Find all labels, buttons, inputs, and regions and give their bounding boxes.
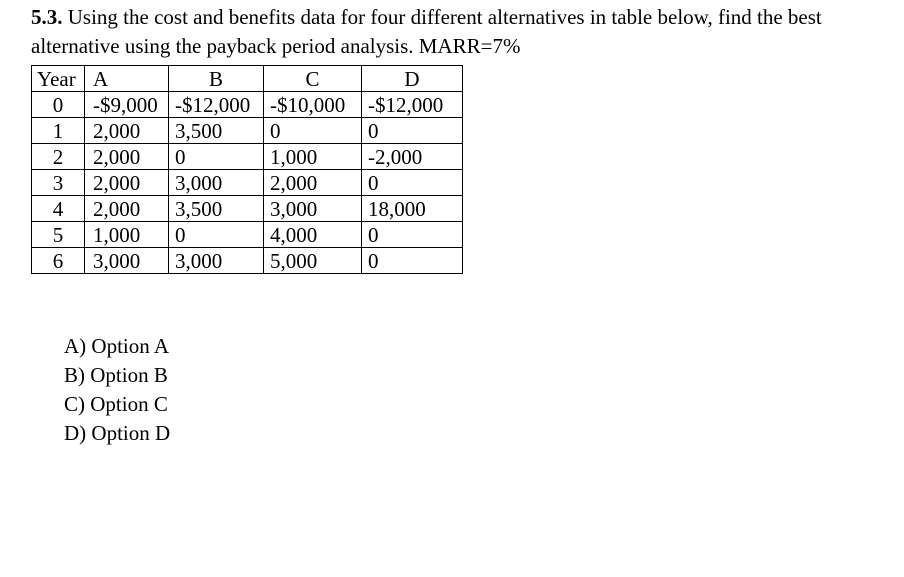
cell-d: 0 xyxy=(362,222,463,248)
cell-c: 3,000 xyxy=(264,196,362,222)
cell-year: 0 xyxy=(32,92,85,118)
cell-d: 0 xyxy=(362,170,463,196)
cell-a: 2,000 xyxy=(85,144,169,170)
cell-b: 0 xyxy=(169,144,264,170)
cell-a: 2,000 xyxy=(85,170,169,196)
header-year: Year xyxy=(32,66,85,92)
cell-year: 1 xyxy=(32,118,85,144)
cell-year: 5 xyxy=(32,222,85,248)
option-c[interactable]: C) Option C xyxy=(64,392,168,416)
cell-a: 2,000 xyxy=(85,196,169,222)
cell-b: 3,000 xyxy=(169,170,264,196)
cell-a: 2,000 xyxy=(85,118,169,144)
question-text xyxy=(31,3,891,61)
cell-c: 5,000 xyxy=(264,248,362,274)
cell-b: 0 xyxy=(169,222,264,248)
question-number: 5.3. xyxy=(31,5,63,29)
table-row xyxy=(32,92,463,118)
answer-options xyxy=(64,332,170,448)
question-body: Using the cost and benefits data for four different alternatives in table below, find the best alternative using the payback period analysis. MARR=7% xyxy=(31,5,822,58)
cell-b: 3,500 xyxy=(169,196,264,222)
cell-b: 3,500 xyxy=(169,118,264,144)
option-b[interactable]: B) Option B xyxy=(64,363,168,387)
header-b: B xyxy=(169,66,264,92)
cell-c: 4,000 xyxy=(264,222,362,248)
option-a[interactable]: A) Option A xyxy=(64,334,169,358)
cell-c: 1,000 xyxy=(264,144,362,170)
table-row xyxy=(32,248,463,274)
cell-b: -$12,000 xyxy=(169,92,264,118)
table-row xyxy=(32,196,463,222)
cost-benefit-table xyxy=(31,65,463,274)
cell-a: -$9,000 xyxy=(85,92,169,118)
cell-d: 18,000 xyxy=(362,196,463,222)
header-a: A xyxy=(85,66,169,92)
table-row xyxy=(32,118,463,144)
table-row xyxy=(32,144,463,170)
cell-year: 6 xyxy=(32,248,85,274)
table-row xyxy=(32,222,463,248)
cell-b: 3,000 xyxy=(169,248,264,274)
cell-d: -$12,000 xyxy=(362,92,463,118)
header-d: D xyxy=(362,66,463,92)
cell-d: 0 xyxy=(362,248,463,274)
option-d[interactable]: D) Option D xyxy=(64,421,171,445)
cell-d: 0 xyxy=(362,118,463,144)
cell-c: -$10,000 xyxy=(264,92,362,118)
cell-c: 0 xyxy=(264,118,362,144)
table-header-row xyxy=(32,66,463,92)
cell-year: 3 xyxy=(32,170,85,196)
cell-a: 3,000 xyxy=(85,248,169,274)
table-row xyxy=(32,170,463,196)
cell-a: 1,000 xyxy=(85,222,169,248)
cell-d: -2,000 xyxy=(362,144,463,170)
cell-year: 4 xyxy=(32,196,85,222)
cell-c: 2,000 xyxy=(264,170,362,196)
cell-year: 2 xyxy=(32,144,85,170)
header-c: C xyxy=(264,66,362,92)
